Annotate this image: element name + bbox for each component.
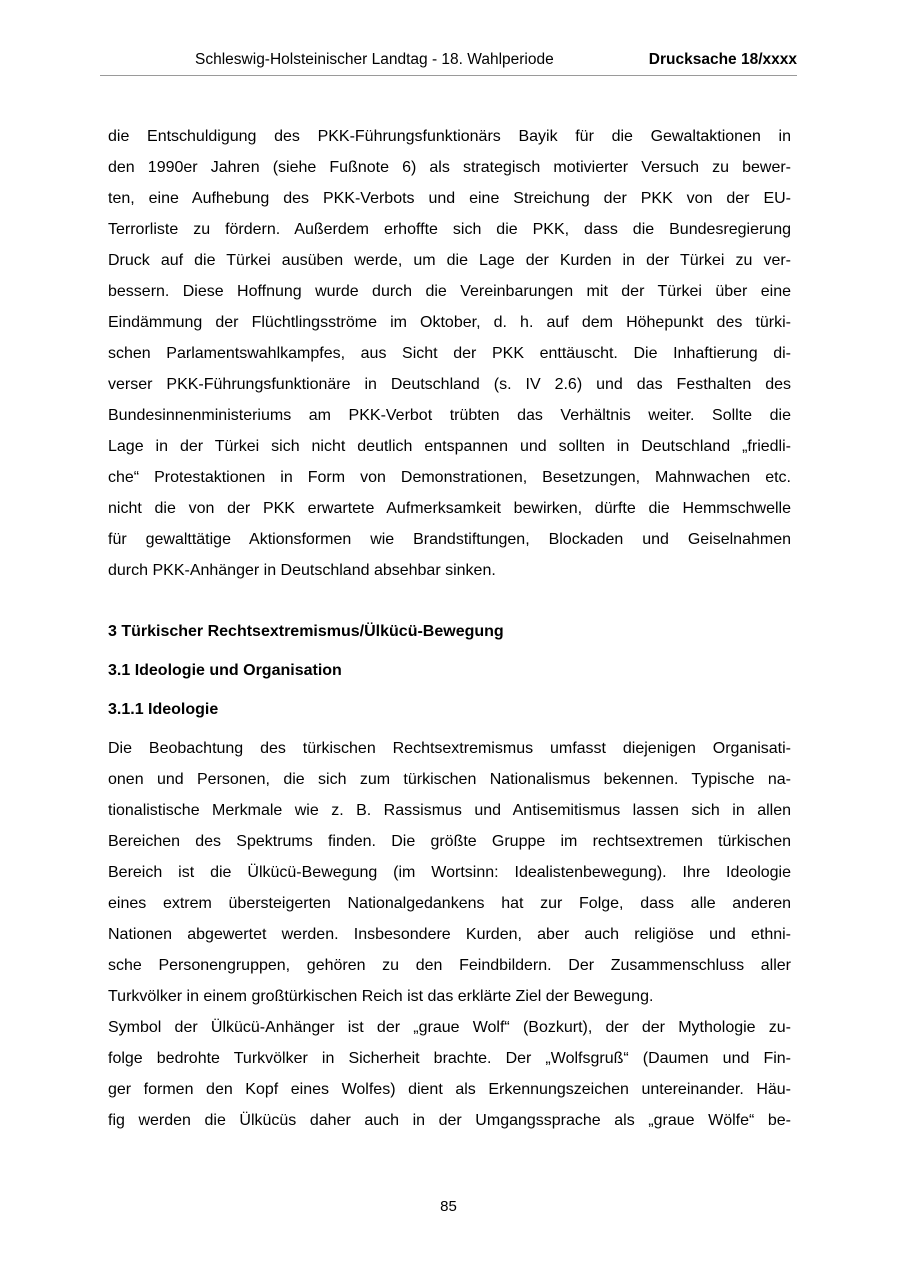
heading-level-3: 3.1.1 Ideologie [108,701,219,718]
paragraph [108,1012,791,1136]
paragraph-line: Symbol der Ülkücü-Anhänger ist der „graue Wolf“ (Bozkurt), der der Mythologie zu- [108,1019,791,1036]
heading-level-2: 3.1 Ideologie und Organisation [108,662,342,679]
header-divider [100,75,797,76]
paragraph-line: eines extrem übersteigerten Nationalgedankens hat zur Folge, dass alle anderen [108,895,791,912]
paragraph-line: Nationen abgewertet werden. Insbesondere Kurden, aber auch religiöse und ethni- [108,926,791,943]
paragraph-line: schen Parlamentswahlkampfes, aus Sicht der PKK enttäuscht. Die Inhaftierung di- [108,345,791,362]
paragraph-line: Turkvölker in einem großtürkischen Reich ist das erklärte Ziel der Bewegung. [108,988,654,1005]
paragraph-line: Bereichen des Spektrums finden. Die größte Gruppe im rechtsextremen türkischen [108,833,791,850]
paragraph-line: Terrorliste zu fördern. Außerdem erhoffte sich die PKK, dass die Bundesregierung [108,221,791,238]
paragraph-line: nicht die von der PKK erwartete Aufmerksamkeit bewirken, dürfte die Hemmschwelle [108,500,791,517]
page-number: 85 [440,1198,457,1215]
paragraph-line: folge bedrohte Turkvölker in Sicherheit brachte. Der „Wolfsgruß“ (Daumen und Fin- [108,1050,791,1067]
heading-level-1: 3 Türkischer Rechtsextremismus/Ülkücü-Bewegung [108,623,504,640]
paragraph-line: onen und Personen, die sich zum türkischen Nationalismus bekennen. Typische na- [108,771,791,788]
paragraph-line: fig werden die Ülkücüs daher auch in der Umgangssprache als „graue Wölfe“ be- [108,1112,791,1129]
paragraph-line: die Entschuldigung des PKK-Führungsfunktionärs Bayik für die Gewaltaktionen in [108,128,791,145]
paragraph-line: sche Personengruppen, gehören zu den Feindbildern. Der Zusammenschluss aller [108,957,791,974]
paragraph [108,733,791,1012]
paragraph-line: den 1990er Jahren (siehe Fußnote 6) als strategisch motivierter Versuch zu bewer- [108,159,791,176]
paragraph-line: ger formen den Kopf eines Wolfes) dient als Erkennungszeichen untereinander. Häu- [108,1081,791,1098]
paragraph-line: verser PKK-Führungsfunktionäre in Deutschland (s. IV 2.6) und das Festhalten des [108,376,791,393]
paragraph-line: Bereich ist die Ülkücü-Bewegung (im Wortsinn: Idealistenbewegung). Ihre Ideologie [108,864,791,881]
paragraph-line: bessern. Diese Hoffnung wurde durch die Vereinbarungen mit der Türkei über eine [108,283,791,300]
document-content [108,121,791,1136]
paragraph-line: Druck auf die Türkei ausüben werde, um die Lage der Kurden in der Türkei zu ver- [108,252,791,269]
paragraph [108,121,791,586]
paragraph-line: durch PKK-Anhänger in Deutschland absehbar sinken. [108,562,496,579]
page-footer [100,1196,797,1218]
header-left-text: Schleswig-Holsteinischer Landtag - 18. Wahlperiode [195,51,554,68]
paragraph-line: Die Beobachtung des türkischen Rechtsextremismus umfasst diejenigen Organisati- [108,740,791,757]
header-right-text: Drucksache 18/xxxx [648,51,797,68]
paragraph-line: für gewalttätige Aktionsformen wie Brandstiftungen, Blockaden und Geiselnahmen [108,531,791,548]
paragraph-line: Eindämmung der Flüchtlingsströme im Oktober, d. h. auf dem Höhepunkt des türki- [108,314,791,331]
paragraph-line: Lage in der Türkei sich nicht deutlich entspannen und sollten in Deutschland „friedli- [108,438,791,455]
paragraph-line: ten, eine Aufhebung des PKK-Verbots und eine Streichung der PKK von der EU- [108,190,791,207]
page-header [100,50,797,70]
paragraph-line: tionalistische Merkmale wie z. B. Rassismus und Antisemitismus lassen sich in allen [108,802,791,819]
paragraph-line: che“ Protestaktionen in Form von Demonstrationen, Besetzungen, Mahnwachen etc. [108,469,791,486]
paragraph-line: Bundesinnenministeriums am PKK-Verbot trübten das Verhältnis weiter. Sollte die [108,407,791,424]
